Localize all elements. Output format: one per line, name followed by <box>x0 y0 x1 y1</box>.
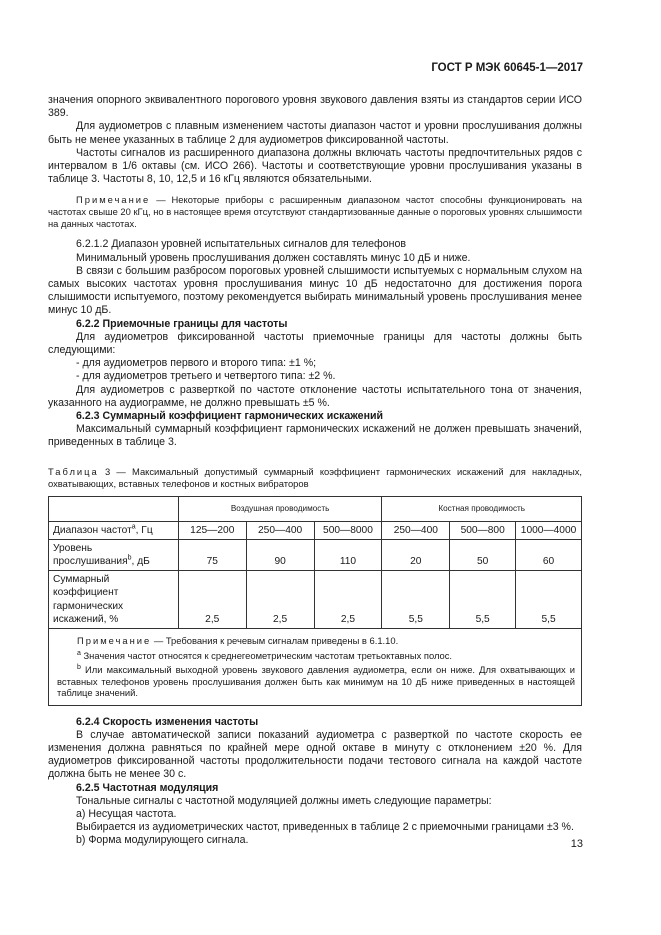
header-air-conduction: Воздушная проводимость <box>178 496 382 521</box>
list-item: - для аудиометров третьего и четвертого типа: ±2 %. <box>76 370 336 383</box>
list-item: - для аудиометров первого и второго типа: ±1 %; <box>76 357 317 370</box>
table-cell: 20 <box>382 539 450 570</box>
table-row <box>49 521 582 539</box>
paragraph: Минимальный уровень прослушивания должен составлять минус 10 дБ и ниже. <box>76 251 471 264</box>
section-title-6-2-3: 6.2.3 Суммарный коэффициент гармонических искажений <box>76 410 383 423</box>
page-number: 13 <box>570 838 583 850</box>
table-cell: 60 <box>516 539 582 570</box>
list-item: b) Форма модулирующего сигнала. <box>76 834 249 847</box>
table-caption-text: 3 — Максимальный допустимый суммарный коэффициент гармонических искажений для накладных, охватывающих, вставных телефонов и костных вибраторов <box>48 465 582 489</box>
section-title-6-2-5: 6.2.5 Частотная модуляция <box>76 781 219 794</box>
note <box>48 194 582 230</box>
table-cell: 2,5 <box>314 571 382 629</box>
section-title-6-2-4: 6.2.4 Скорость изменения частоты <box>76 715 259 728</box>
paragraph: В случае автоматической записи показаний аудиометра с разверткой по частоте скорость ее изменения должна равняться по крайней мере одной октаве в минуту с отклонением ±20 %. Для аудиометров фиксированной частоты продолжительности подачи тестового сигнала на каждой частоте должна быть не менее 30 с. <box>48 728 582 781</box>
footnote-a: $^a$ Значения частот относятся к среднегеометрическим частотам третьоктавных полос. <box>77 649 453 661</box>
table-caption <box>48 466 582 490</box>
table-cell: 250—400 <box>246 521 314 539</box>
table-note-cell <box>49 629 582 706</box>
table-note-row <box>49 629 582 706</box>
distortion-table <box>48 496 582 706</box>
footnote-b: $^b$ Или максимальный выходной уровень звукового давления аудиометра, если он ниже. Для охватывающих и вставных телефонов уровень прослушивания должен быть как минимум на 10 дБ ниже приведенных в настоящей таблице значений. <box>57 663 575 699</box>
table-cell: 90 <box>246 539 314 570</box>
table-cell: 1000—4000 <box>516 521 582 539</box>
table-note-label: Примечание <box>77 635 152 647</box>
table-header-row <box>49 496 582 521</box>
table-cell: 125—200 <box>178 521 246 539</box>
table-note-text: — Требования к речевым сигналам приведены в 6.1.10. <box>151 635 399 647</box>
table-cell: 5,5 <box>516 571 582 629</box>
row-label: Суммарный коэффициент гармонических искажений, % <box>49 571 179 629</box>
list-item: а) Несущая частота. <box>76 808 177 821</box>
document-header: ГОСТ Р МЭК 60645-1—2017 <box>431 62 583 74</box>
section-title-6-2-1-2: 6.2.1.2 Диапазон уровней испытательных сигналов для телефонов <box>76 238 407 251</box>
paragraph: Максимальный суммарный коэффициент гармонических искажений не должен превышать значений, приведенных в таблице 3. <box>48 423 582 449</box>
table-row <box>49 571 582 629</box>
paragraph: Для аудиометров фиксированной частоты приемочные границы для частоты должны быть следующими: <box>48 330 582 357</box>
paragraph: Тональные сигналы с частотной модуляцией должны иметь следующие параметры: <box>76 794 492 807</box>
row-label: Уровень прослушивания$^b$, дБ <box>49 539 179 570</box>
paragraph: Для аудиометров с разверткой по частоте отклонение частоты испытательного тона от значения, указанного на аудиограмме, не должно превышать ±5 %. <box>48 383 582 409</box>
header-bone-conduction: Костная проводимость <box>382 496 582 521</box>
table-cell: 2,5 <box>178 571 246 629</box>
table-cell: 5,5 <box>450 571 516 629</box>
table-row <box>49 539 582 570</box>
paragraph: Частоты сигналов из расширенного диапазона должны включать частоты предпочтительных рядов с интервалом в 1/6 октавы (см. ИСО 266). Частоты и соответствующие уровни прослушивания указаны в таблице 3. Частоты 8, 10, 12,5 и 16 кГц являются обязательными. <box>48 146 582 186</box>
table-cell: 5,5 <box>382 571 450 629</box>
paragraph: Для аудиометров с плавным изменением частоты диапазон частот и уровни прослушивания должны быть не менее указанных в таблице 2 для аудиометров фиксированной частоты. <box>48 120 582 146</box>
table-cell: 75 <box>178 539 246 570</box>
document-body <box>48 94 582 848</box>
table-cell: 2,5 <box>246 571 314 629</box>
table-cell: 110 <box>314 539 382 570</box>
table-cell: 50 <box>450 539 516 570</box>
table-corner-cell <box>49 496 179 521</box>
row-label: Диапазон частот$^a$, Гц <box>49 521 179 539</box>
paragraph: значения опорного эквивалентного порогового уровня звукового давления взяты из стандартов серии ИСО 389. <box>48 94 582 120</box>
note-label: Примечание <box>76 194 151 206</box>
table-cell: 250—400 <box>382 521 450 539</box>
table-label: Таблица <box>48 465 99 477</box>
table-cell: 500—8000 <box>314 521 382 539</box>
paragraph: В связи с большим разбросом пороговых уровней слышимости испытуемых с нормальным слухом на самых высоких частотах уровня прослушивания минус 10 дБ недостаточно для достижения порога слышимости испытуемого, поэтому рекомендуется выбирать минимальный уровень прослушивания менее минус 10 дБ. <box>48 264 582 317</box>
table-cell: 500—800 <box>450 521 516 539</box>
note-text: — Некоторые приборы с расширенным диапазоном частот способны функционировать на частотах свыше 20 кГц, но в настоящее время отсутствуют стандартизованные данные о пороговых уровнях слышимости на данных частотах. <box>48 194 582 230</box>
section-title-6-2-2: 6.2.2 Приемочные границы для частоты <box>76 317 288 330</box>
paragraph: Выбирается из аудиометрических частот, приведенных в таблице 2 с приемочными границами ±3 %. <box>76 821 574 834</box>
